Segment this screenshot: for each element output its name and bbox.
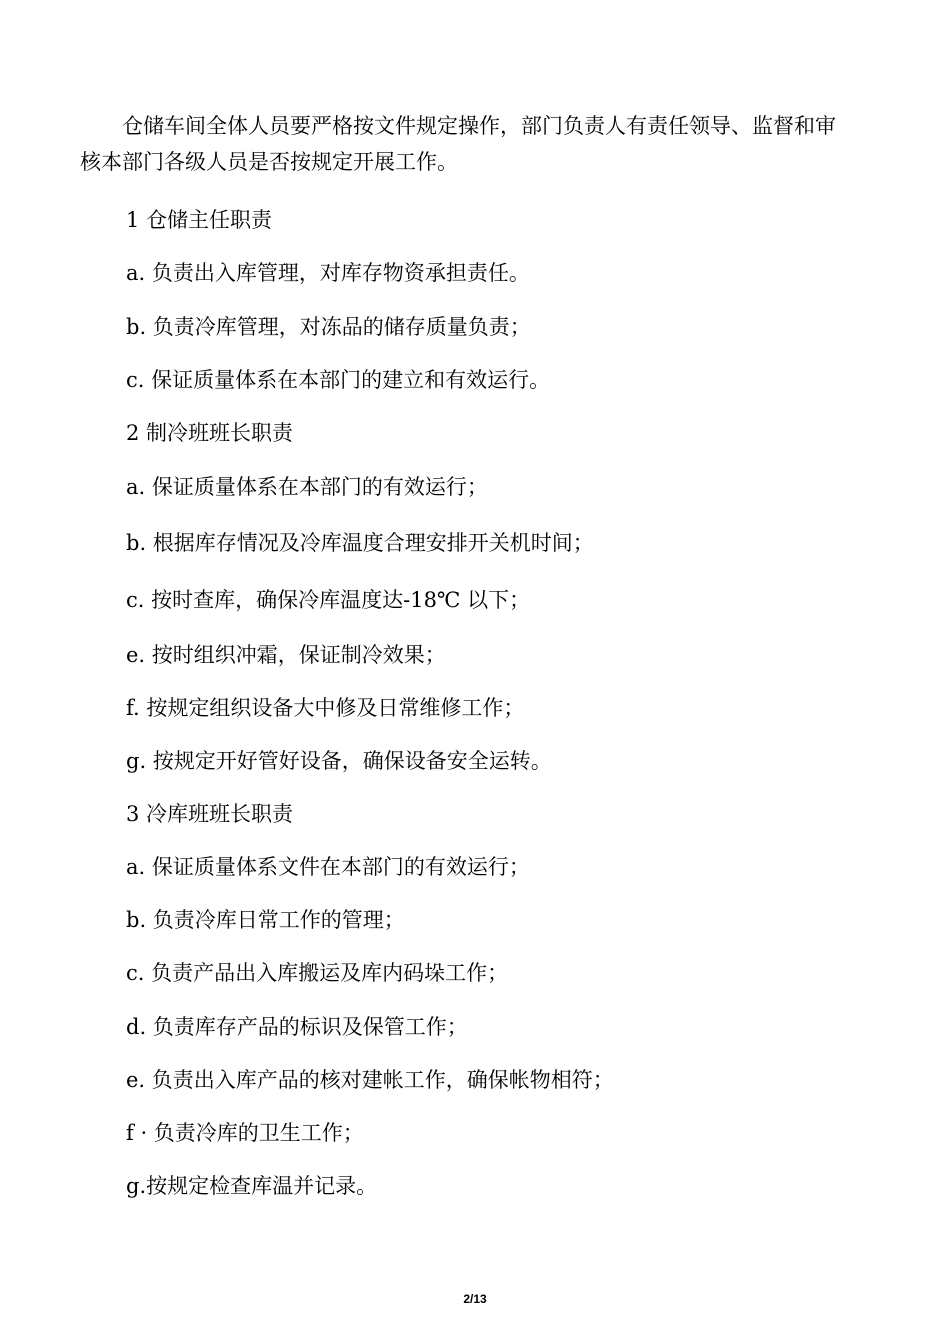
list-item: b. 根据库存情况及冷库温度合理安排开关机时间； <box>126 531 594 555</box>
section-heading-1: 1 仓储主任职责 <box>126 208 273 232</box>
page-number: 2/13 <box>463 1292 487 1306</box>
list-item: g. 按规定开好管好设备，确保设备安全运转。 <box>126 749 552 773</box>
list-item: e. 按时组织冲霜，保证制冷效果； <box>126 643 446 667</box>
list-item: g.按规定检查库温并记录。 <box>126 1174 378 1198</box>
section-heading-2: 2 制冷班班长职责 <box>126 421 294 445</box>
list-item: c. 保证质量体系在本部门的建立和有效运行。 <box>126 368 551 392</box>
list-item: a. 保证质量体系文件在本部门的有效运行； <box>126 855 530 879</box>
section-heading-3: 3 冷库班班长职责 <box>126 802 294 826</box>
list-item: a. 保证质量体系在本部门的有效运行； <box>126 475 488 499</box>
list-item: f. 按规定组织设备大中修及日常维修工作； <box>126 696 525 720</box>
list-item: b. 负责冷库管理，对冻品的储存质量负责； <box>126 315 531 339</box>
list-item: c. 按时查库，确保冷库温度达-18℃ 以下； <box>126 588 531 612</box>
intro-paragraph: 仓储车间全体人员要严格按文件规定操作，部门负责人有责任领导、监督和审核本部门各级人员是否按规定开展工作。 <box>80 114 836 174</box>
list-item: c. 负责产品出入库搬运及库内码垛工作； <box>126 961 509 985</box>
list-item: d. 负责库存产品的标识及保管工作； <box>126 1015 468 1039</box>
list-item: a. 负责出入库管理，对库存物资承担责任。 <box>126 261 530 285</box>
list-item: f · 负责冷库的卫生工作； <box>126 1121 364 1145</box>
list-item: e. 负责出入库产品的核对建帐工作，确保帐物相符； <box>126 1068 614 1092</box>
list-item: b. 负责冷库日常工作的管理； <box>126 908 405 932</box>
